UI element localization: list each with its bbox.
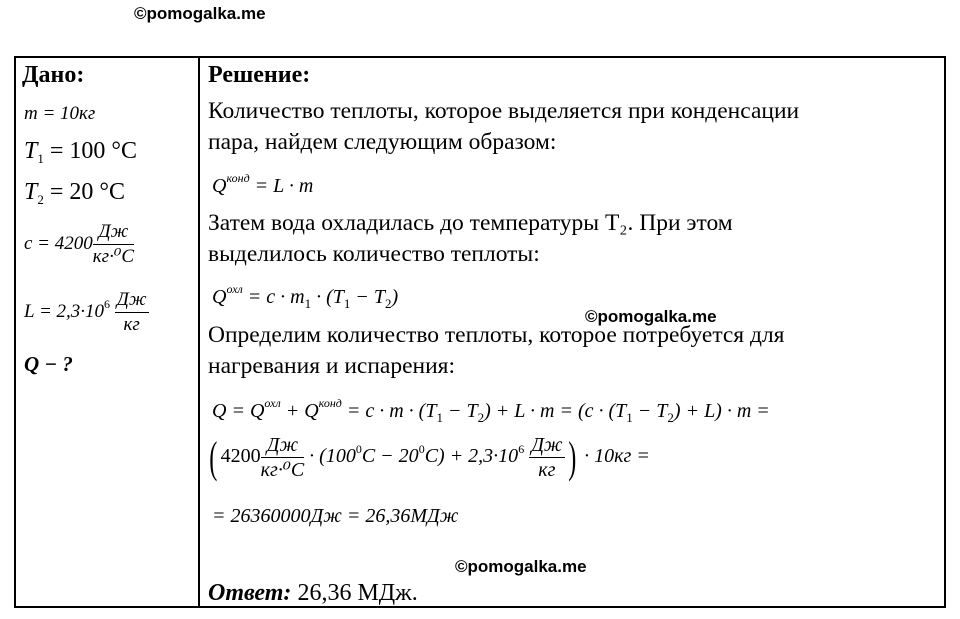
f1-rest: = L · m [249,175,314,197]
f3-e: ) + L · m = (c · (T [484,400,627,422]
left-big-paren: ( [209,433,218,482]
f4-denominator2: кг [538,459,556,481]
l-numerator: Дж [115,288,149,313]
f3-d-sub: 2 [477,410,485,425]
f4-d-sup: 6 [518,442,525,457]
formula-substitution [206,432,650,483]
f3-b: + Q [280,400,319,422]
column-divider [198,56,200,608]
f3-a: Q = Q [212,400,265,422]
t2-symbol: T [24,179,38,205]
watermark-middle: ©pomogalka.me [585,307,717,326]
f4-c: C − 20 [361,445,419,468]
given-t1 [24,138,137,167]
f3-e-sub: 1 [626,410,633,425]
formula-cooling [212,282,398,312]
f3-c-sub: 1 [436,410,443,425]
given-t2 [24,179,125,208]
solution-p2-line1: Затем вода охладилась до температуры T₂. При этом [208,210,733,236]
solution-p3-line1: Определим количество теплоты, которое потребуется для [208,322,785,348]
answer-label: Ответ: [208,580,292,606]
f3-d: − T [442,400,478,422]
f4-c-sup: 0 [418,442,425,457]
t1-subscript: 1 [37,151,44,166]
t1-symbol: T [24,138,38,164]
f3-f-sub: 2 [667,410,674,425]
right-big-paren: ) [567,433,576,482]
c-denominator: кг·⁰C [92,246,135,267]
given-mass: m = 10кг [24,103,96,124]
formula-result: = 26360000Дж = 26,36МДж [212,505,459,527]
f4-b: · (100 [304,445,356,468]
f1-q: Q [212,175,227,197]
given-latent-heat [24,288,149,337]
f2-rest: = c · m [242,286,305,308]
given-heat-capacity [24,220,134,269]
t2-value: = 20 °C [43,179,125,205]
formula-total [212,396,770,426]
f4-b-sup: 0 [355,442,362,457]
formula-condensation [212,171,313,198]
given-unknown: Q − ? [24,352,73,376]
f2-minus: − T [350,286,386,308]
solution-p1-line1: Количество теплоты, которое выделяется при конденсации [208,98,800,124]
f4-denominator: кг·⁰C [260,459,305,481]
t1-value: = 100 °C [43,138,137,164]
f3-g: ) + L) · m = [673,400,770,422]
f4-a: 4200 [220,445,261,468]
l-left: L = 2,3·10 [24,300,105,322]
f2-close: ) [391,286,399,308]
f4-numerator2: Дж [531,434,563,456]
f4-d: C) + 2,3·10 [424,445,519,468]
f3-b-sup: конд [318,396,342,410]
f2-sup: охл [226,282,243,296]
f2-t1-sub: 1 [343,296,351,311]
watermark-bottom: ©pomogalka.me [455,557,587,576]
answer-value: 26,36 МДж. [291,580,418,606]
solution-p2-line2: выделилось количество теплоты: [208,241,540,267]
answer-line [208,580,418,607]
solution-p3-line2: нагревания и испарения: [208,353,456,379]
f3-f: − T [632,400,668,422]
watermark-top: ©pomogalka.me [134,4,266,23]
given-header: Дано: [22,62,85,88]
f2-q: Q [212,286,227,308]
c-numerator: Дж [93,220,134,245]
f1-sup: конд [226,171,250,185]
solution-header: Решение: [208,62,311,88]
f2-m-sub: 1 [304,296,312,311]
t2-subscript: 2 [37,192,44,207]
c-left: c = 4200 [24,232,93,254]
l-denominator: кг [123,314,140,335]
f3-a-sup: охл [264,396,281,410]
f4-numerator: Дж [261,433,305,458]
f2-rest2: · (T [311,286,344,308]
solution-p1-line2: пара, найдем следующим образом: [208,129,557,155]
f4-e: · 10кг = [579,445,650,468]
f2-t2-sub: 2 [385,296,392,311]
l-exponent: 6 [104,296,111,311]
f3-c: = c · m · (T [341,400,437,422]
